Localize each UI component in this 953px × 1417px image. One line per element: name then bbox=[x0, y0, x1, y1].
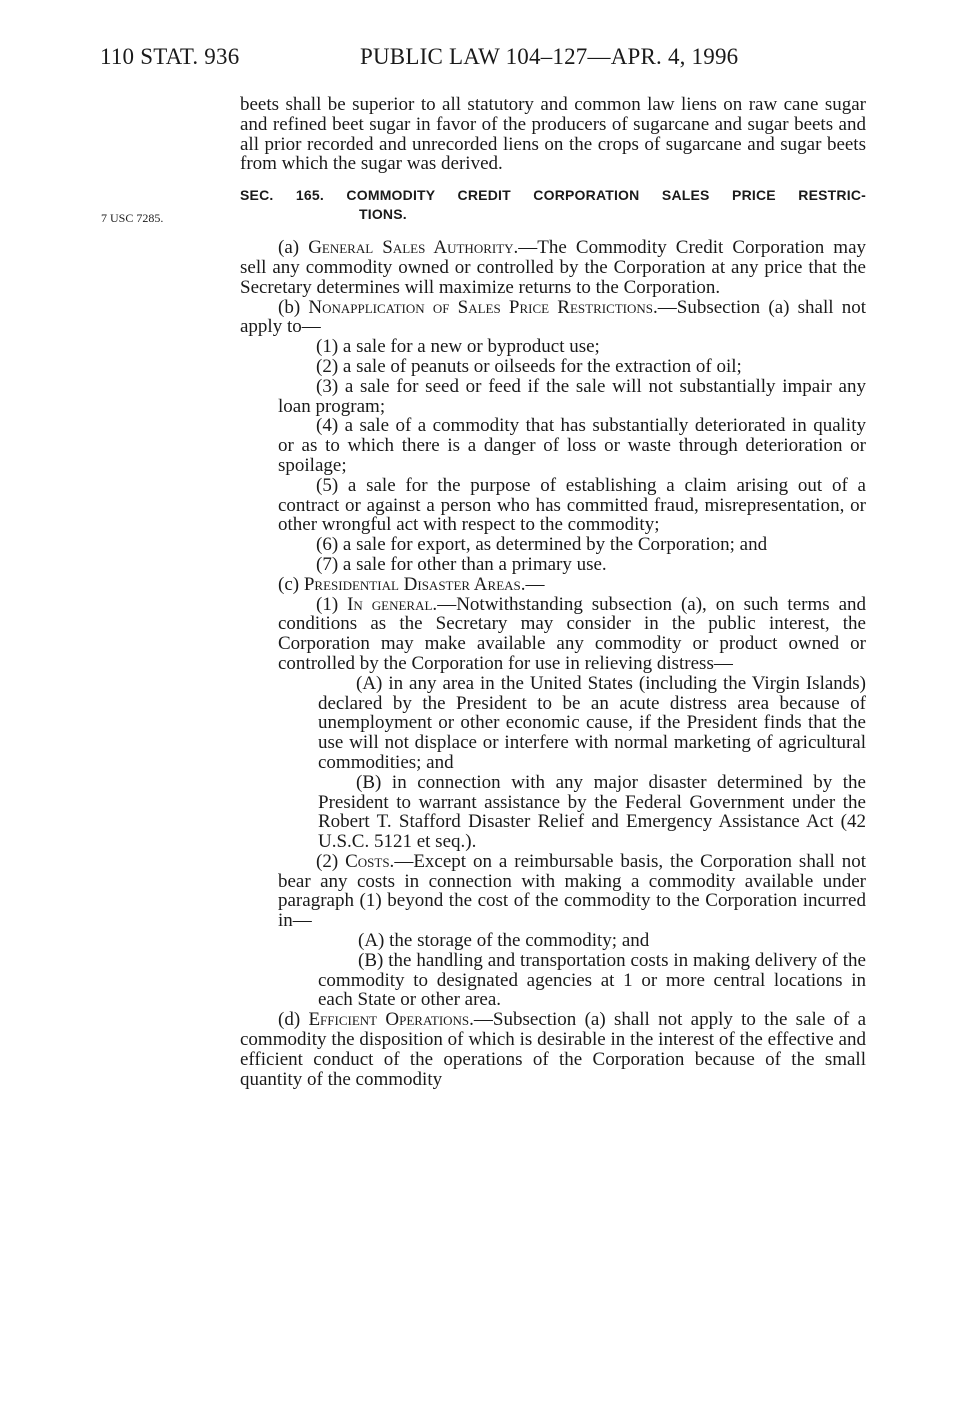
subsection-a-label: (a) bbox=[278, 237, 300, 259]
paragraph-c2-text: —Except on a reimbursable basis, the Corporation shall not bear any costs in connection with making a commodity available under paragraph (1) beyond the cost of the commodity to the Corporation incurred in— bbox=[278, 850, 867, 932]
intro-paragraph: beets shall be superior to all statutory and common law liens on raw cane sugar and refined beet sugar in favor of the producers of sugarcane and sugar beets and all prior recorded and unrecorded liens on the crops of sugarcane and sugar beets from which the sugar was derived. bbox=[240, 94, 866, 175]
list-item: (1) a sale for a new or byproduct use; bbox=[316, 336, 600, 358]
list-item: (B) the handling and transportation costs in making delivery of the commodity to designated agencies at 1 or more central locations in each State or other area. bbox=[318, 949, 866, 1011]
public-law-title: PUBLIC LAW 104–127—APR. 4, 1996 bbox=[360, 44, 739, 69]
subsection-b bbox=[240, 298, 866, 338]
subsection-d bbox=[240, 1010, 866, 1089]
paragraph-c1-text: —Notwithstanding subsection (a), on such terms and conditions as the Secretary may consider in the public interest, the Corporation may make available any commodity or product owned or controlled by the Corporation for use in relieving distress— bbox=[278, 593, 867, 674]
subsection-c-label: (c) bbox=[278, 573, 300, 595]
paragraph-c2-label: (2) bbox=[316, 850, 339, 872]
list-item: (2) a sale of peanuts or oilseeds for the extraction of oil; bbox=[316, 355, 742, 377]
section-heading-line-1: SEC. 165. COMMODITY CREDIT CORPORATION SALES PRICE RESTRIC- bbox=[240, 187, 866, 204]
section-heading bbox=[240, 186, 866, 224]
paragraph-c1-heading: In general. bbox=[347, 593, 438, 615]
subsection-d-text: —Subsection (a) shall not apply to the sale of a commodity the disposition of which is desirable in the interest of the effective and efficient conduct of the operations of the Corporation because of the small quantity of the commodity bbox=[240, 1009, 867, 1090]
paragraph-c2-heading: Costs. bbox=[345, 850, 395, 872]
statute-page-number: 110 STAT. 936 bbox=[100, 44, 240, 69]
subsection-b-heading: Nonapplication of Sales Price Restrictions. bbox=[308, 296, 658, 318]
paragraph-c1 bbox=[240, 595, 866, 674]
paragraph-c1-label: (1) bbox=[316, 593, 339, 615]
paragraph-c2 bbox=[240, 852, 866, 931]
subsection-c-heading: Presidential Disaster Areas. bbox=[303, 573, 526, 595]
subsection-a-text: —The Commodity Credit Corporation may sell any commodity owned or controlled by the Corporation at any price that the Secretary determines will maximize returns to the Corporation. bbox=[240, 237, 867, 298]
list-item: (6) a sale for export, as determined by the Corporation; and bbox=[316, 534, 768, 556]
subsection-d-heading: Efficient Operations. bbox=[308, 1009, 474, 1031]
subsection-a bbox=[240, 238, 866, 297]
list-item: (4) a sale of a commodity that has substantially deteriorated in quality or as to which there is a danger of loss or waste through deterioration or spoilage; bbox=[278, 415, 866, 476]
subsection-c-dash: — bbox=[525, 573, 545, 595]
subsection-b-label: (b) bbox=[278, 296, 301, 318]
list-item: (B) in connection with any major disaster determined by the President to warrant assistance by the Federal Government under the Robert T. Stafford Disaster Relief and Emergency Assistance Act (42 U.S.C. 5121 et seq.). bbox=[318, 771, 866, 853]
list-item: (A) the storage of the commodity; and bbox=[358, 930, 650, 952]
subsection-c bbox=[240, 575, 866, 595]
body-text bbox=[240, 95, 866, 1089]
list-item: (5) a sale for the purpose of establishing a claim arising out of a contract or against a person who has committed fraud, misrepresentation, or other wrongful act with respect to the commodity; bbox=[278, 474, 866, 536]
subsection-b-text: —Subsection (a) shall not apply to— bbox=[240, 296, 867, 338]
list-item: (3) a sale for seed or feed if the sale will not substantially impair any loan program; bbox=[278, 375, 866, 417]
section-heading-line-2: TIONS. bbox=[359, 206, 407, 223]
subsection-d-label: (d) bbox=[278, 1009, 301, 1031]
list-item: (A) in any area in the United States (including the Virgin Islands) declared by the President to be an acute distress area because of unemployment or other economic cause, if the President finds that the use will not displace or interfere with normal marketing of agricultural commodities; and bbox=[318, 672, 866, 773]
usc-margin-note: 7 USC 7285. bbox=[101, 211, 164, 225]
subsection-a-heading: General Sales Authority. bbox=[308, 237, 519, 259]
list-item: (7) a sale for other than a primary use. bbox=[316, 553, 607, 575]
